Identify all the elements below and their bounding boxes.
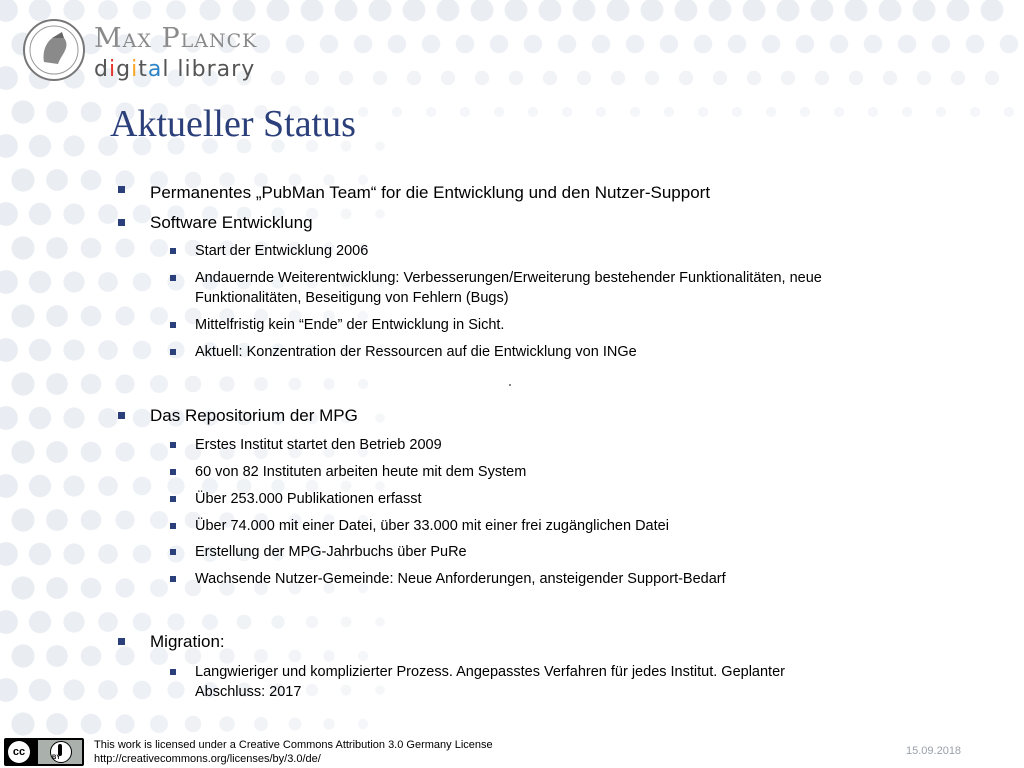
license-text: This work is licensed under a Creative Commons Attribution 3.0 Germany License: [94, 739, 493, 751]
bullet-square-icon: [118, 186, 125, 193]
sub-bullet-item: Erstes Institut startet den Betrieb 2009: [195, 437, 442, 453]
slide-date: 15.09.2018: [906, 745, 962, 757]
sub-bullet-item: Erstellung der MPG-Jahrbuchs über PuRe: [195, 544, 467, 560]
bullet-item: Software Entwicklung: [150, 213, 313, 232]
sub-bullet-icon: [170, 275, 176, 281]
bullet-item: Migration:: [150, 632, 225, 651]
sub-bullet-continuation: Funktionalitäten, Beseitigung von Fehlern (Bugs): [195, 290, 509, 306]
sub-bullet-item: Wachsende Nutzer-Gemeinde: Neue Anforderungen, ansteigender Support-Bedarf: [195, 571, 726, 587]
brand-letter: t: [138, 57, 148, 82]
bullet-square-icon: [118, 219, 125, 226]
sub-bullet-item: 60 von 82 Instituten arbeiten heute mit dem System: [195, 464, 527, 480]
brand-letter: g: [116, 57, 132, 82]
sub-bullet-icon: [170, 248, 176, 254]
brand-name: Max Planck: [94, 23, 258, 54]
sub-bullet-icon: [170, 469, 176, 475]
bullet-item: Das Repositorium der MPG: [150, 406, 358, 425]
sub-bullet-icon: [170, 442, 176, 448]
brand-letter: a: [147, 57, 163, 82]
bullet-item: Permanentes „PubMan Team“ for die Entwicklung und den Nutzer-Support: [150, 183, 711, 202]
sub-bullet-continuation: Abschluss: 2017: [195, 684, 302, 700]
sub-bullet-icon: [170, 669, 176, 675]
sub-bullet-item: Mittelfristig kein “Ende” der Entwicklung in Sicht.: [195, 317, 505, 333]
slide-title: Aktueller Status: [110, 103, 356, 145]
slide-footer: [0, 735, 1024, 768]
sub-bullet-item: Über 253.000 Publikationen erfasst: [195, 491, 422, 507]
sub-bullet-item: Andauernde Weiterentwicklung: Verbesserungen/Erweiterung bestehender Funktionalitäten, neue: [195, 270, 822, 286]
sub-bullet-icon: [170, 322, 176, 328]
by-label: BY: [52, 755, 61, 761]
brand-letter: l: [162, 57, 170, 82]
sub-bullet-icon: [170, 496, 176, 502]
sub-bullet-item: Langwieriger und komplizierter Prozess. Angepasstes Verfahren für jedes Institut. Geplanter: [195, 664, 785, 680]
creative-commons-badge[interactable]: [4, 738, 84, 766]
bullet-square-icon: [118, 638, 125, 645]
brand-letter: i: [131, 57, 139, 82]
sub-bullet-icon: [170, 549, 176, 555]
brand-letter: i: [108, 57, 117, 82]
sub-bullet-icon: [170, 349, 176, 355]
stray-dot: [509, 384, 511, 386]
sub-bullet-icon: [170, 523, 176, 529]
brand-word: library: [169, 57, 256, 82]
bullet-square-icon: [118, 412, 125, 419]
brand-letter: d: [94, 57, 109, 82]
sub-bullet-item: Über 74.000 mit einer Datei, über 33.000 mit einer frei zugänglichen Datei: [195, 518, 669, 534]
cc-icon: cc: [8, 741, 30, 763]
license-url-link[interactable]: http://creativecommons.org/licenses/by/3.0/de/: [94, 753, 321, 765]
sub-bullet-icon: [170, 576, 176, 582]
sub-bullet-item: Aktuell: Konzentration der Ressourcen auf die Entwicklung von INGe: [195, 344, 637, 360]
sub-bullet-item: Start der Entwicklung 2006: [195, 243, 369, 259]
